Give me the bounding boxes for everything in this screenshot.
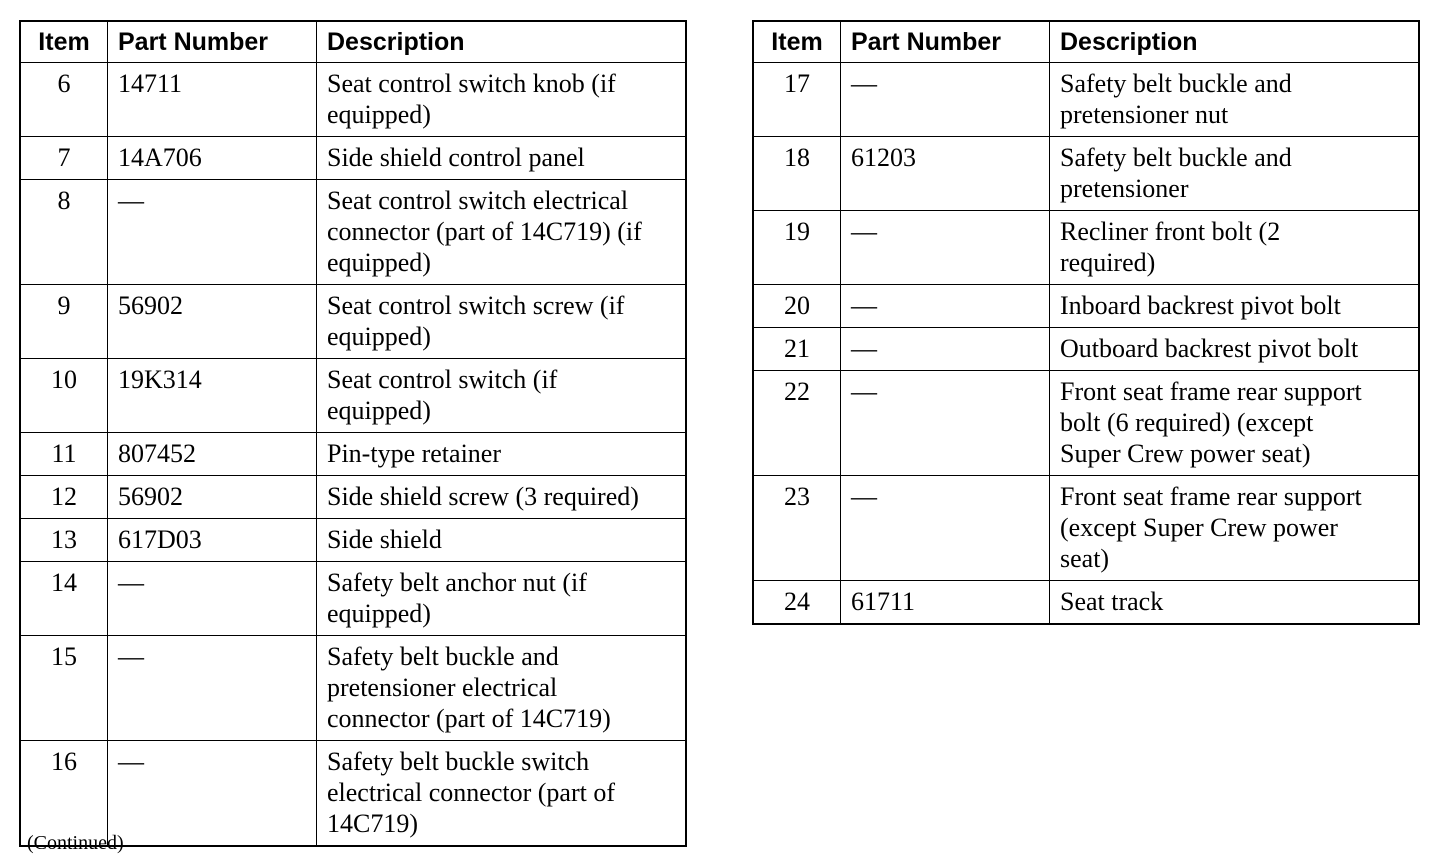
part-number-cell: — bbox=[841, 211, 1050, 285]
part-number-cell: 61711 bbox=[841, 581, 1050, 625]
item-cell: 8 bbox=[20, 180, 108, 285]
item-cell: 7 bbox=[20, 137, 108, 180]
item-cell: 9 bbox=[20, 285, 108, 359]
item-cell: 16 bbox=[20, 741, 108, 847]
part-number-cell: 14A706 bbox=[108, 137, 317, 180]
table-row bbox=[753, 476, 1419, 581]
part-number-cell: — bbox=[108, 562, 317, 636]
table-row bbox=[20, 636, 686, 741]
continued-note: (Continued) bbox=[27, 832, 124, 854]
part-number-cell: 56902 bbox=[108, 285, 317, 359]
table-row bbox=[20, 180, 686, 285]
description-cell: Seat control switch screw (if equipped) bbox=[317, 285, 687, 359]
parts-table-left bbox=[19, 20, 687, 847]
part-number-cell: 56902 bbox=[108, 476, 317, 519]
description-cell: Safety belt buckle switch electrical connector (part of 14C719) bbox=[317, 741, 687, 847]
header-item: Item bbox=[753, 21, 841, 63]
item-cell: 18 bbox=[753, 137, 841, 211]
description-cell: Side shield bbox=[317, 519, 687, 562]
table-row bbox=[753, 137, 1419, 211]
item-cell: 6 bbox=[20, 63, 108, 137]
table-row bbox=[20, 476, 686, 519]
header-part-number: Part Number bbox=[841, 21, 1050, 63]
description-cell: Front seat frame rear support (except Super Crew power seat) bbox=[1050, 476, 1420, 581]
description-cell: Seat control switch electrical connector (part of 14C719) (if equipped) bbox=[317, 180, 687, 285]
item-cell: 15 bbox=[20, 636, 108, 741]
description-cell: Inboard backrest pivot bolt bbox=[1050, 285, 1420, 328]
part-number-cell: 61203 bbox=[841, 137, 1050, 211]
table-row bbox=[753, 285, 1419, 328]
item-cell: 12 bbox=[20, 476, 108, 519]
table-row bbox=[753, 581, 1419, 625]
part-number-cell: 807452 bbox=[108, 433, 317, 476]
table-row bbox=[753, 211, 1419, 285]
table-row bbox=[20, 137, 686, 180]
item-cell: 20 bbox=[753, 285, 841, 328]
table-row bbox=[753, 371, 1419, 476]
description-cell: Safety belt anchor nut (if equipped) bbox=[317, 562, 687, 636]
description-cell: Outboard backrest pivot bolt bbox=[1050, 328, 1420, 371]
description-cell: Side shield control panel bbox=[317, 137, 687, 180]
description-cell: Seat control switch (if equipped) bbox=[317, 359, 687, 433]
item-cell: 19 bbox=[753, 211, 841, 285]
header-item: Item bbox=[20, 21, 108, 63]
description-cell: Seat track bbox=[1050, 581, 1420, 625]
part-number-cell: — bbox=[108, 636, 317, 741]
part-number-cell: — bbox=[108, 180, 317, 285]
table-row bbox=[20, 519, 686, 562]
part-number-cell: 19K314 bbox=[108, 359, 317, 433]
item-cell: 13 bbox=[20, 519, 108, 562]
part-number-cell: — bbox=[841, 371, 1050, 476]
table-row bbox=[20, 285, 686, 359]
item-cell: 21 bbox=[753, 328, 841, 371]
description-cell: Safety belt buckle and pretensioner electrical connector (part of 14C719) bbox=[317, 636, 687, 741]
item-cell: 10 bbox=[20, 359, 108, 433]
description-cell: Front seat frame rear support bolt (6 required) (except Super Crew power seat) bbox=[1050, 371, 1420, 476]
part-number-cell: — bbox=[841, 328, 1050, 371]
header-part-number: Part Number bbox=[108, 21, 317, 63]
table-row bbox=[20, 741, 686, 847]
header-row bbox=[753, 21, 1419, 63]
description-cell: Safety belt buckle and pretensioner nut bbox=[1050, 63, 1420, 137]
part-number-cell: — bbox=[108, 741, 317, 847]
item-cell: 24 bbox=[753, 581, 841, 625]
part-number-cell: — bbox=[841, 476, 1050, 581]
table-row bbox=[20, 359, 686, 433]
table-row bbox=[753, 328, 1419, 371]
item-cell: 17 bbox=[753, 63, 841, 137]
item-cell: 22 bbox=[753, 371, 841, 476]
parts-table-right bbox=[752, 20, 1420, 625]
part-number-cell: 617D03 bbox=[108, 519, 317, 562]
item-cell: 23 bbox=[753, 476, 841, 581]
description-cell: Safety belt buckle and pretensioner bbox=[1050, 137, 1420, 211]
item-cell: 14 bbox=[20, 562, 108, 636]
part-number-cell: 14711 bbox=[108, 63, 317, 137]
description-cell: Seat control switch knob (if equipped) bbox=[317, 63, 687, 137]
header-row bbox=[20, 21, 686, 63]
item-cell: 11 bbox=[20, 433, 108, 476]
header-description: Description bbox=[317, 21, 687, 63]
description-cell: Pin-type retainer bbox=[317, 433, 687, 476]
header-description: Description bbox=[1050, 21, 1420, 63]
table-row bbox=[20, 63, 686, 137]
part-number-cell: — bbox=[841, 285, 1050, 328]
table-row bbox=[753, 63, 1419, 137]
description-cell: Recliner front bolt (2 required) bbox=[1050, 211, 1420, 285]
part-number-cell: — bbox=[841, 63, 1050, 137]
table-row bbox=[20, 433, 686, 476]
table-row bbox=[20, 562, 686, 636]
description-cell: Side shield screw (3 required) bbox=[317, 476, 687, 519]
